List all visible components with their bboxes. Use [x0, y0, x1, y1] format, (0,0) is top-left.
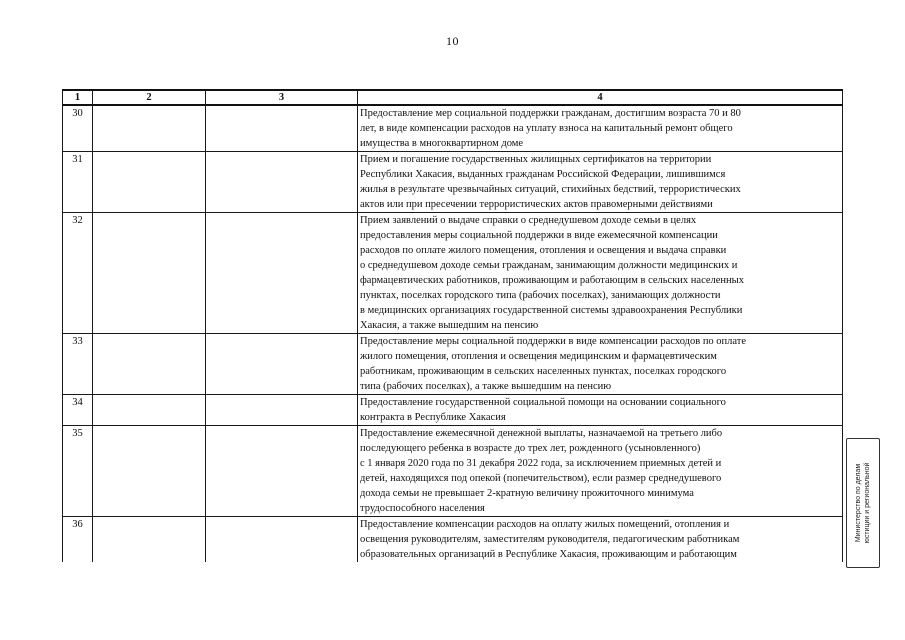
document-table [62, 89, 843, 562]
column-2-cell [93, 426, 206, 517]
row-number: 35 [63, 426, 93, 517]
column-3-cell [206, 213, 358, 334]
service-description: Прием и погашение государственных жилищных сертификатов на территории Республики Хакасия, выданных гражданам Российской Федерации, лишившимся жилья в результате чрезвычайных ситуаций, стихийных бедствий, террористических актов или при пресечении террористических актов правомерными действиями [358, 152, 843, 213]
column-3-cell [206, 395, 358, 426]
table-row [63, 213, 843, 334]
service-description: Предоставление мер социальной поддержки гражданам, достигшим возраста 70 и 80 лет, в виде компенсации расходов на уплату взноса на капитальный ремонт общего имущества в многоквартирном доме [358, 105, 843, 152]
column-2-cell [93, 105, 206, 152]
row-number: 31 [63, 152, 93, 213]
service-description: Предоставление компенсации расходов на оплату жилых помещений, отопления и освещения руководителям, заместителям руководителя, педагогическим работникам образовательных организаций в Республике Хакасия, проживающим и работающим [358, 517, 843, 563]
header-cell: 1 [63, 90, 93, 105]
row-number: 30 [63, 105, 93, 152]
column-3-cell [206, 426, 358, 517]
service-description: Предоставление меры социальной поддержки в виде компенсации расходов по оплате жилого помещения, отопления и освещения медицинским и фармацевтическим работникам, проживающим в сельских населенных пунктах, поселках городского типа (рабочих поселках), а также вышедшим на пенсию [358, 334, 843, 395]
column-2-cell [93, 213, 206, 334]
header-cell: 3 [206, 90, 358, 105]
column-2-cell [93, 517, 206, 563]
column-2-cell [93, 152, 206, 213]
column-2-cell [93, 334, 206, 395]
table-row [63, 517, 843, 563]
column-3-cell [206, 152, 358, 213]
header-cell: 2 [93, 90, 206, 105]
table-header-row [63, 90, 843, 105]
row-number: 36 [63, 517, 93, 563]
service-description: Прием заявлений о выдаче справки о среднедушевом доходе семьи в целях предоставления меры социальной поддержки в виде ежемесячной компенсации расходов по оплате жилого помещения, отопления и освещения и выдача справки о среднедушевом доходе семьи гражданам, занимающим должности медицинских и фармацевтических работников, проживающим и работающим в сельских населенных пунктах, поселках городского типа (рабочих поселках), занимающих должности в медицинских организациях государственной системы здравоохранения Республики Хакасия, а также вышедшим на пенсию [358, 213, 843, 334]
row-number: 34 [63, 395, 93, 426]
table-row [63, 105, 843, 152]
column-3-cell [206, 517, 358, 563]
row-number: 33 [63, 334, 93, 395]
registration-stamp [846, 438, 880, 568]
table-row [63, 334, 843, 395]
header-cell: 4 [358, 90, 843, 105]
column-3-cell [206, 105, 358, 152]
page-number: 10 [446, 34, 459, 48]
table-row [63, 426, 843, 517]
service-description: Предоставление государственной социальной помощи на основании социального контракта в Республике Хакасия [358, 395, 843, 426]
stamp-line: юстиции и региональной [864, 462, 871, 544]
stamp-line: Министерство по делам [855, 463, 862, 543]
column-2-cell [93, 395, 206, 426]
service-description: Предоставление ежемесячной денежной выплаты, назначаемой на третьего либо последующего ребенка в возрасте до трех лет, рожденного (усыновленного) с 1 января 2020 года по 31 декабря 2022 года, за исключением приемных детей и детей, находящихся под опекой (попечительством), если размер среднедушевого дохода семьи не превышает 2-кратную величину прожиточного минимума трудоспособного населения [358, 426, 843, 517]
table-row [63, 152, 843, 213]
table-row [63, 395, 843, 426]
column-3-cell [206, 334, 358, 395]
row-number: 32 [63, 213, 93, 334]
